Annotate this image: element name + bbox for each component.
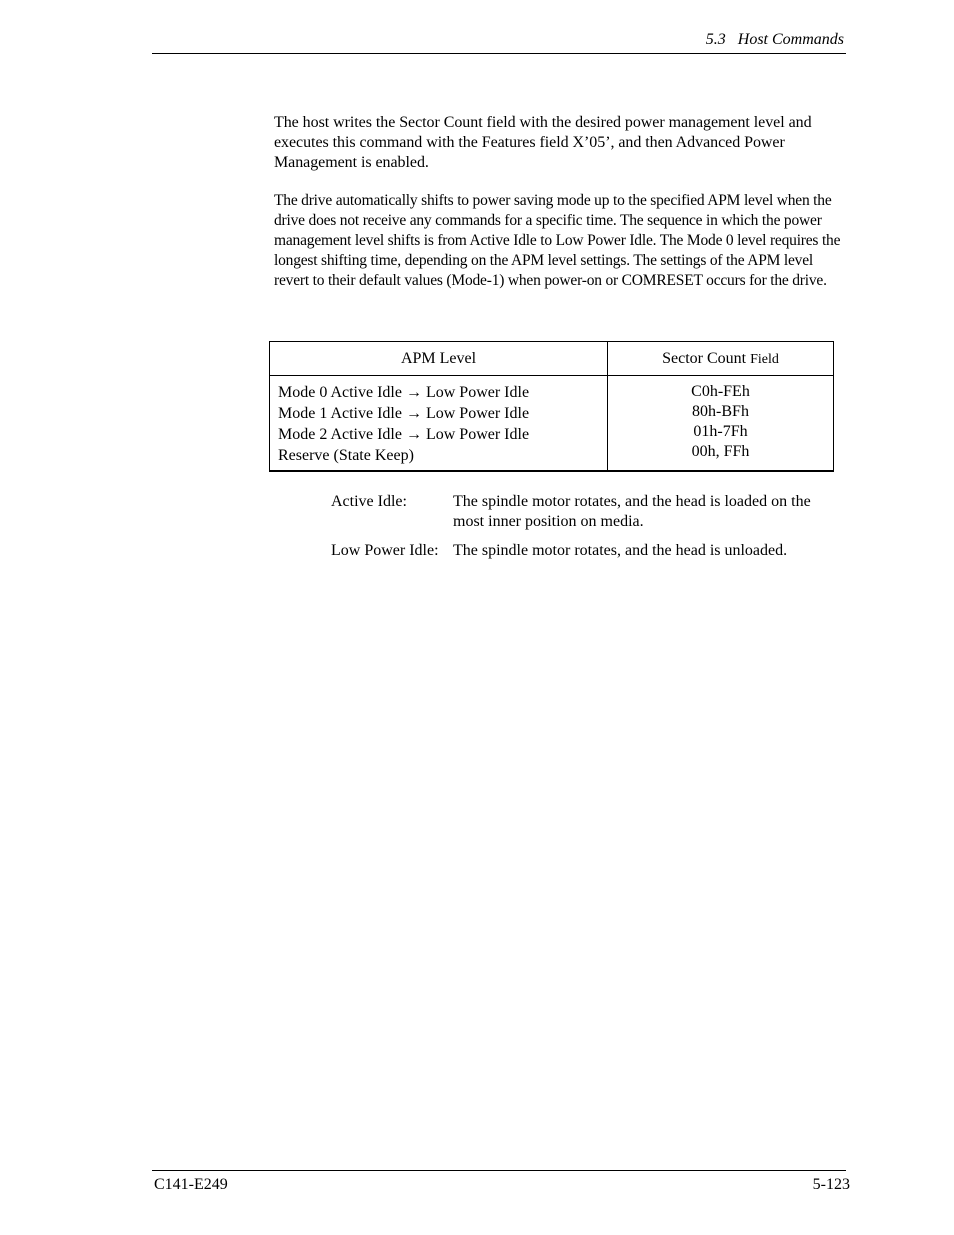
section-title: Host Commands — [737, 31, 844, 48]
field-mode1: 80h-BFh — [692, 403, 749, 420]
apm-level-table — [269, 341, 834, 472]
level-reserve: Reserve (State Keep) — [278, 447, 414, 464]
definition-term: Active Idle: — [331, 493, 407, 510]
page-number: 5-123 — [812, 1176, 850, 1193]
field-reserve: 00h, FFh — [691, 443, 750, 460]
definition-description: The spindle motor rotates, and the head is unloaded. — [453, 542, 788, 559]
footer-rule — [152, 1170, 846, 1171]
table-row — [270, 376, 834, 472]
paragraph-apm-behavior: The drive automatically shifts to power saving mode up to the specified APM level when the drive does not receive any commands for a specific time. The sequence in which the power management level shifts is from Active Idle to Low Power Idle. The Mode 0 level requires the longest shifting time, depending on the APM level settings. The settings of the APM level revert to their default values (Mode-1) when power-on or COMRESET occurs for the drive. — [274, 192, 841, 289]
header-sector-count-field — [608, 342, 834, 376]
header-apm-level: APM Level — [270, 342, 608, 376]
running-header — [706, 31, 844, 49]
level-mode0: Mode 0 Active Idle → Low Power Idle — [278, 384, 530, 401]
field-mode0: C0h-FEh — [691, 383, 750, 400]
definition-term: Low Power Idle: — [331, 542, 439, 559]
level-mode1: Mode 1 Active Idle → Low Power Idle — [278, 405, 530, 422]
level-mode2: Mode 2 Active Idle → Low Power Idle — [278, 426, 530, 443]
document-id: C141-E249 — [154, 1176, 228, 1193]
header-field-word: Field — [750, 351, 779, 367]
apm-levels-cell — [270, 376, 608, 472]
paragraph-apm-enable: The host writes the Sector Count field with the desired power management level and executes this command with the Features field X’05’, and then Advanced Power Management is enabled. — [274, 114, 812, 171]
sector-count-cell — [608, 376, 834, 472]
section-number: 5.3 — [705, 31, 726, 48]
header-sector-count: Sector Count — [662, 349, 747, 367]
header-rule — [152, 53, 846, 54]
field-mode2: 01h-7Fh — [693, 423, 748, 440]
definition-description: The spindle motor rotates, and the head is loaded on the most inner position on media. — [453, 493, 811, 530]
table-header-row — [270, 342, 834, 376]
